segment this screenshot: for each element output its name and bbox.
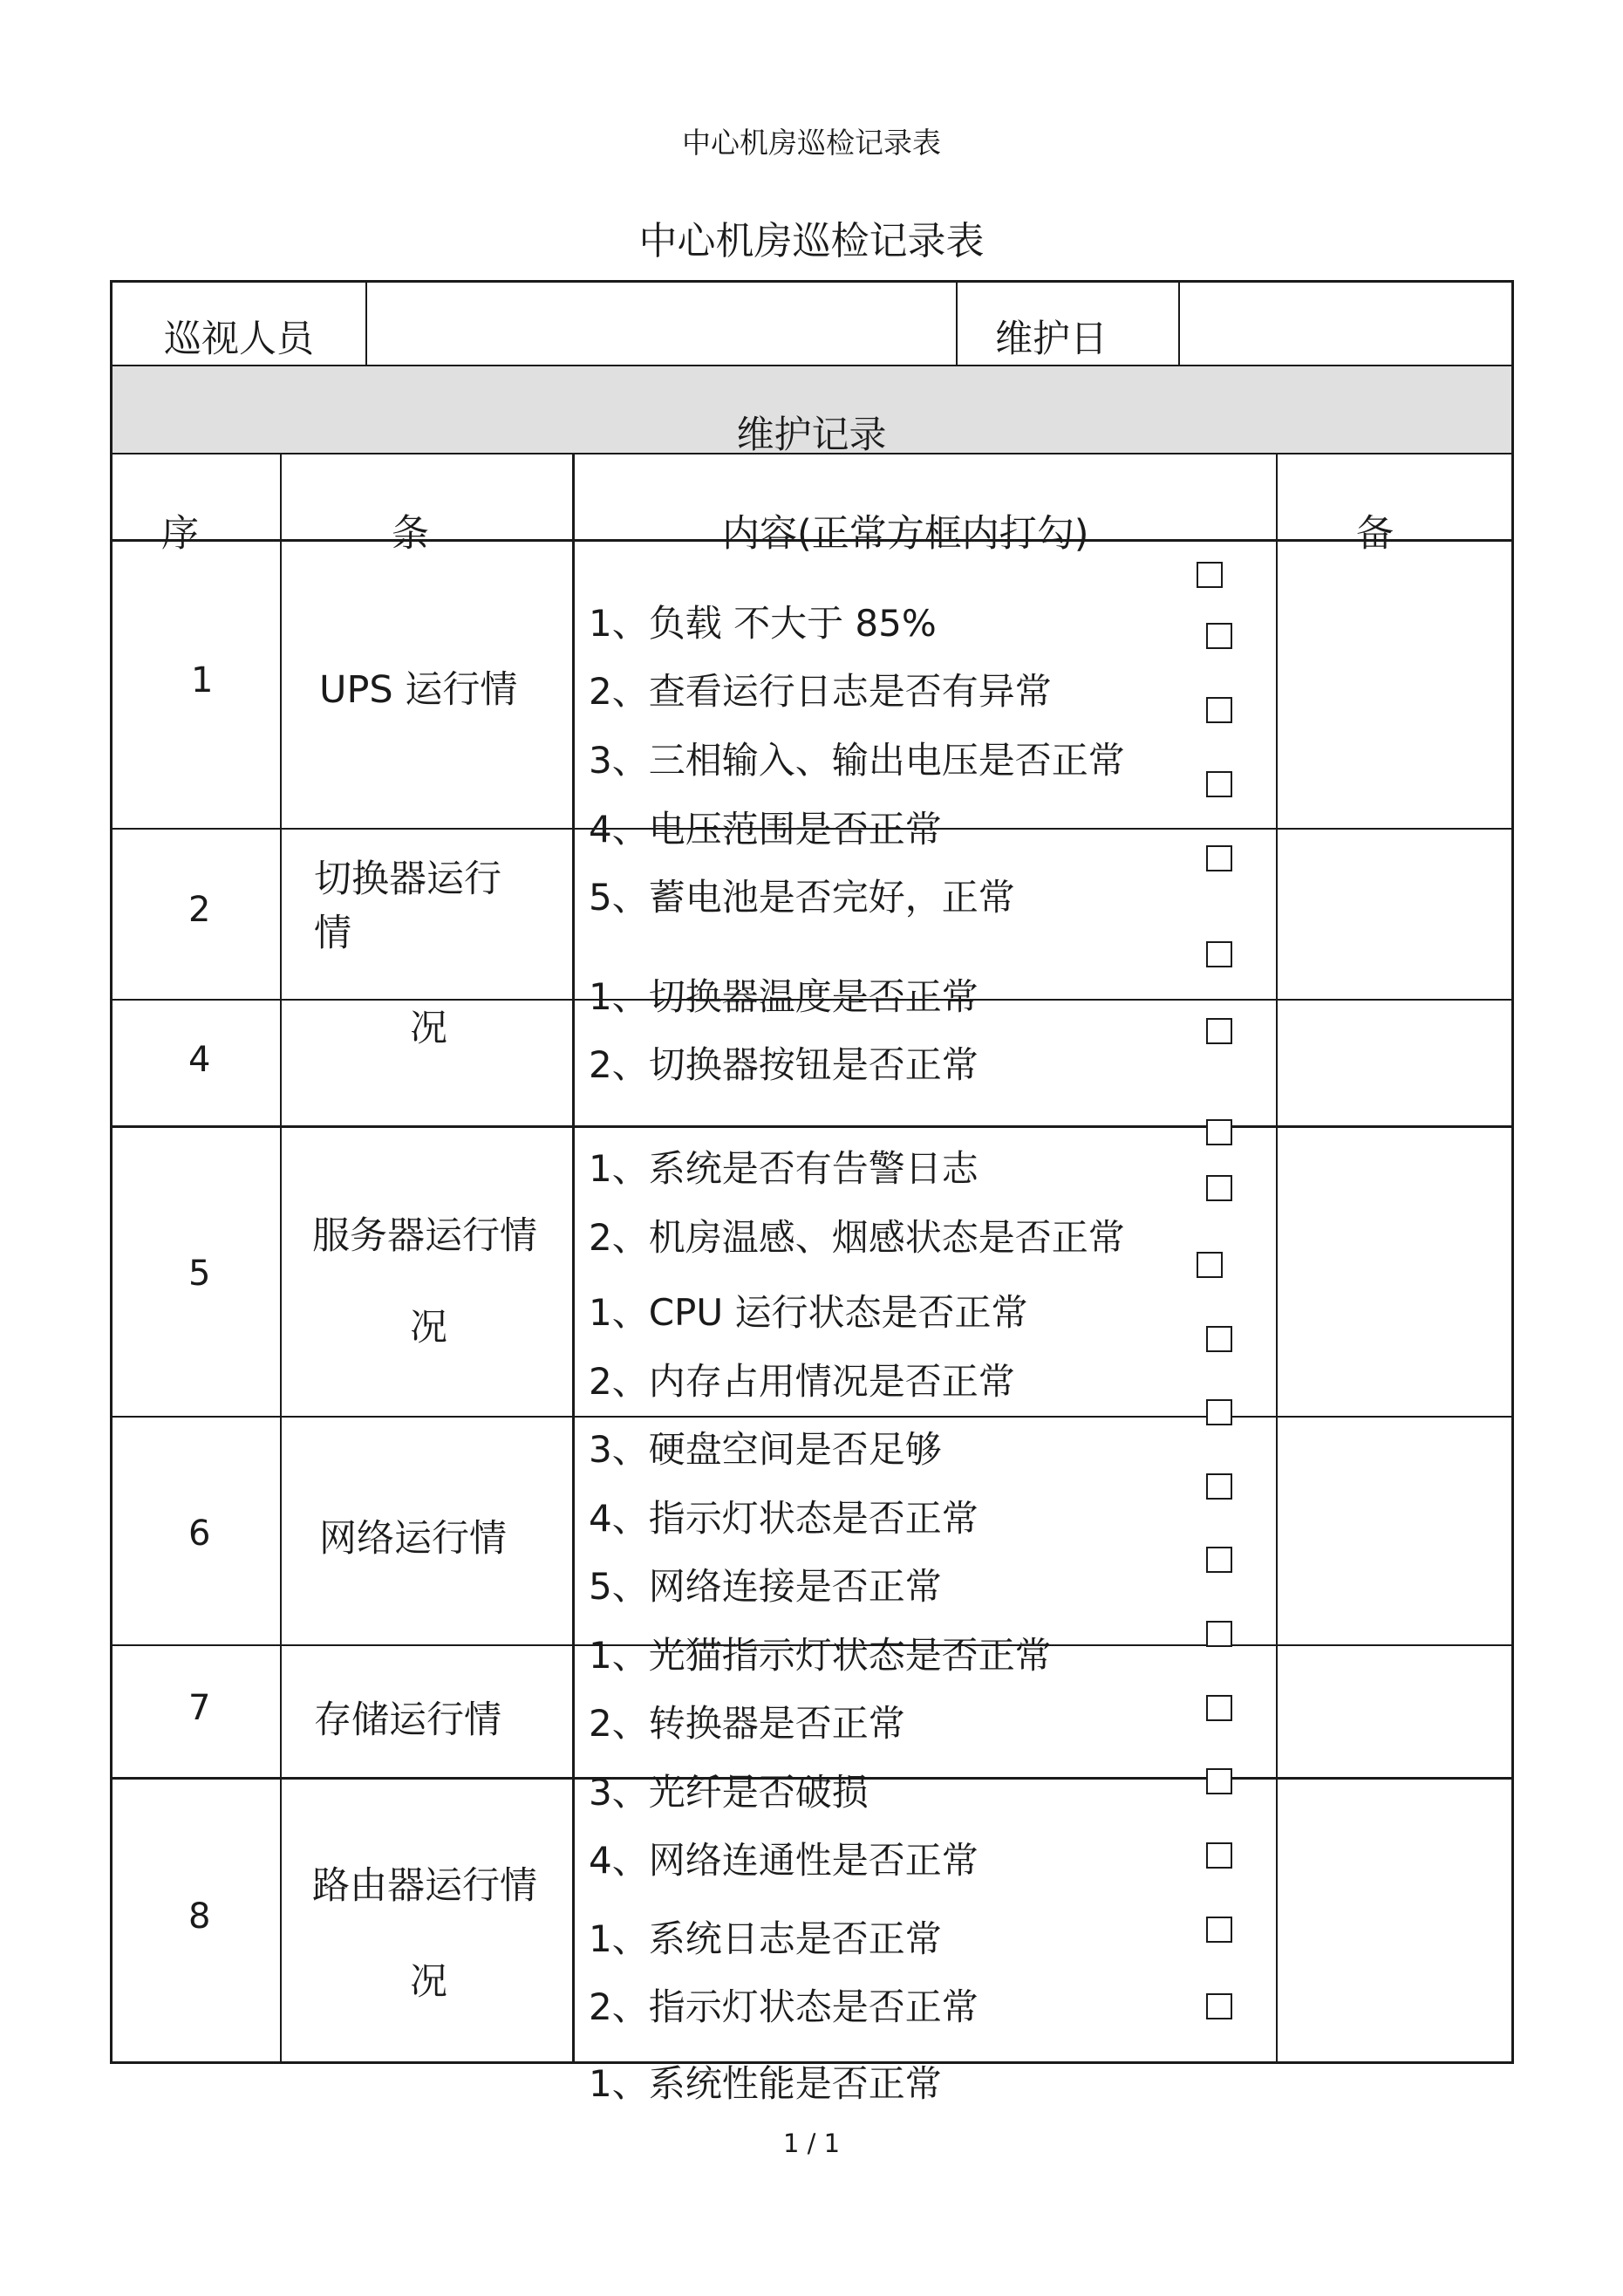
checkbox[interactable] [1206, 1621, 1232, 1647]
row-label: 服务器运行情 [312, 1214, 537, 1258]
row-label: 存储运行情 [314, 1698, 501, 1742]
checklist-item: 2、机房温感、烟感状态是否正常 [589, 1216, 1125, 1259]
checklist-item: 1、系统是否有告警日志 [589, 1147, 979, 1190]
checkbox[interactable] [1206, 1018, 1232, 1044]
checkbox[interactable] [1206, 697, 1232, 723]
checklist-item: 5、网络连接是否正常 [589, 1565, 942, 1608]
row-label: 况 [410, 1306, 447, 1350]
date-label: 维护日 [995, 318, 1108, 361]
inspector-label: 巡视人员 [164, 318, 314, 361]
checkbox[interactable] [1206, 623, 1232, 649]
checklist-item: 2、转换器是否正常 [589, 1702, 905, 1745]
section-label: 维护记录 [736, 413, 887, 457]
checkbox[interactable] [1206, 1119, 1232, 1145]
checkbox[interactable] [1206, 1768, 1232, 1794]
row-label: 况 [410, 1007, 447, 1050]
checkbox[interactable] [1206, 1917, 1232, 1943]
col-header-content: 内容(正常方框内打勾) [722, 512, 1089, 556]
checkbox[interactable] [1206, 1842, 1232, 1869]
checkbox[interactable] [1206, 1399, 1232, 1425]
checkbox[interactable] [1197, 562, 1223, 588]
row-seq: 4 [188, 1040, 211, 1080]
checklist-item: 2、内存占用情况是否正常 [589, 1360, 1015, 1403]
checkbox[interactable] [1206, 1326, 1232, 1352]
checkbox[interactable] [1197, 1252, 1223, 1278]
row-seq: 6 [188, 1514, 211, 1554]
checklist-item: 4、网络连通性是否正常 [589, 1839, 979, 1882]
checklist-item: 3、光纤是否破损 [589, 1771, 869, 1814]
checklist-item: 1、系统性能是否正常 [589, 2062, 942, 2105]
row-seq: 1 [191, 660, 214, 700]
page-header: 中心机房巡检记录表 [682, 126, 941, 160]
row-seq: 7 [188, 1688, 211, 1728]
row-label: 情 [314, 912, 351, 955]
row-seq: 2 [188, 890, 211, 930]
checkbox[interactable] [1206, 941, 1232, 967]
row-label: UPS 运行情 [319, 668, 518, 712]
checkbox[interactable] [1206, 1547, 1232, 1573]
row-seq: 5 [188, 1254, 211, 1294]
date-field[interactable] [1183, 286, 1508, 363]
row-label: 路由器运行情 [312, 1864, 537, 1908]
document-title: 中心机房巡检记录表 [638, 219, 985, 263]
checkbox[interactable] [1206, 1175, 1232, 1201]
checklist-item: 2、查看运行日志是否有异常 [589, 670, 1052, 713]
row-label: 况 [410, 1960, 447, 2004]
checklist-item: 1、CPU 运行状态是否正常 [589, 1291, 1028, 1334]
checklist-item: 3、硬盘空间是否足够 [589, 1428, 942, 1471]
checklist-item: 5、蓄电池是否完好，正常 [589, 876, 1015, 919]
checklist-item: 1、负载 不大于 85% [589, 602, 937, 645]
row-label: 网络运行情 [319, 1517, 507, 1561]
checklist-item: 1、光猫指示灯状态是否正常 [589, 1634, 1052, 1677]
row-seq: 8 [188, 1896, 211, 1937]
checkbox[interactable] [1206, 1695, 1232, 1721]
checklist-item: 2、切换器按钮是否正常 [589, 1043, 979, 1086]
checklist-item: 3、三相输入、输出电压是否正常 [589, 739, 1125, 782]
row-label: 切换器运行 [314, 858, 501, 901]
checkbox[interactable] [1206, 771, 1232, 797]
page-number: 1 / 1 [782, 2129, 841, 2158]
checklist-item: 4、指示灯状态是否正常 [589, 1497, 979, 1540]
inspector-field[interactable] [371, 286, 951, 363]
checkbox[interactable] [1206, 845, 1232, 871]
checkbox[interactable] [1206, 1993, 1232, 2019]
checklist-item: 4、电压范围是否正常 [589, 808, 942, 851]
col-header-item: 条 [392, 512, 429, 556]
col-header-remark: 备 [1356, 512, 1394, 556]
checklist-item: 2、指示灯状态是否正常 [589, 1985, 979, 2028]
col-header-seq: 序 [161, 512, 199, 556]
checklist-item: 1、系统日志是否正常 [589, 1917, 942, 1960]
checkbox[interactable] [1206, 1473, 1232, 1500]
checklist-item: 1、切换器温度是否正常 [589, 975, 979, 1018]
